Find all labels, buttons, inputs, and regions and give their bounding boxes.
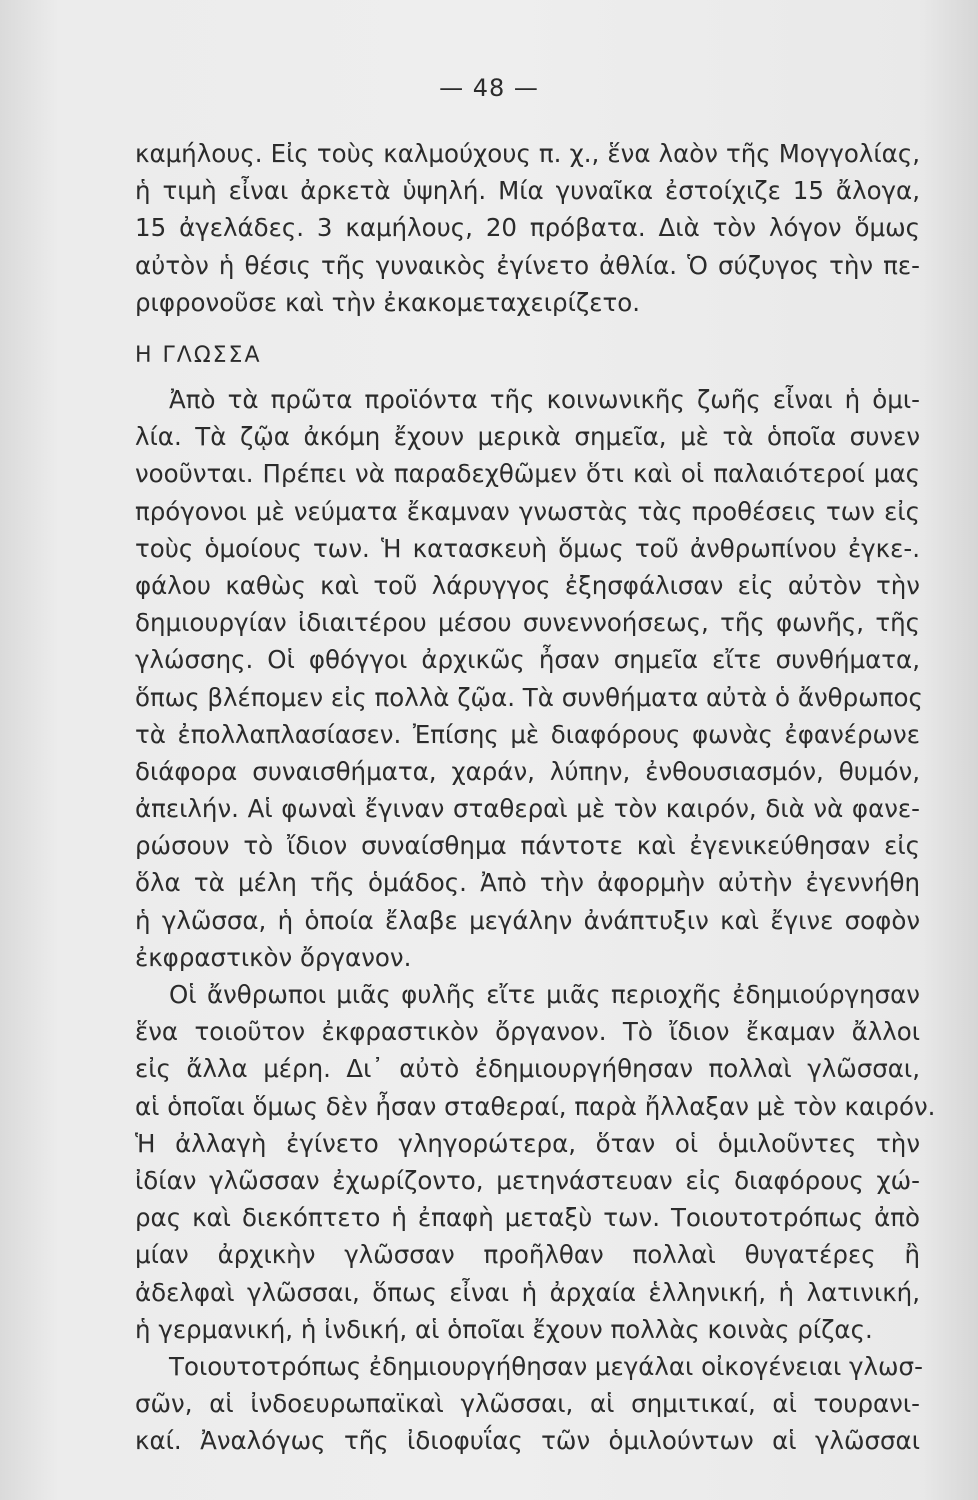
text-line: ἰδίαν γλῶσσαν ἐχωρίζοντο, μετηνάστευαν εἰς διαφόρους χώ- (135, 1165, 920, 1195)
text-line: ἀπειλήν. Αἱ φωναὶ ἔγιναν σταθεραὶ μὲ τὸν καιρόν, διὰ νὰ φανε- (135, 794, 920, 824)
text-line: τοὺς ὁμοίους των. Ἡ κατασκευὴ ὅμως τοῦ ἀνθρωπίνου ἐγκε-. (135, 533, 920, 563)
page-number: — 48 — (439, 74, 539, 102)
text-line: νοοῦνται. Πρέπει νὰ παραδεχθῶμεν ὅτι καὶ οἱ παλαιότεροί μας (135, 459, 920, 489)
text-line: γλώσσης. Οἱ φθόγγοι ἀρχικῶς ἦσαν σημεῖα εἴτε συνθήματα, (135, 645, 920, 675)
text-line: ὅπως βλέπομεν εἰς πολλὰ ζῷα. Τὰ συνθήματα αὐτὰ ὁ ἄνθρωπος (135, 682, 923, 712)
text-line: ρώσουν τὸ ἴδιον συναίσθημα πάντοτε καὶ ἐγενικεύθησαν εἰς (135, 831, 920, 861)
text-line: ἀδελφαὶ γλῶσσαι, ὅπως εἶναι ἡ ἀρχαία ἑλληνική, ἡ λατινική, (135, 1277, 920, 1307)
text-line: ὅλα τὰ μέλη τῆς ὁμάδος. Ἀπὸ τὴν ἀφορμὴν αὐτὴν ἐγεννήθη (135, 868, 920, 898)
paragraph-camels (135, 135, 920, 321)
text-line: εἰς ἄλλα μέρη. Δι᾽ αὐτὸ ἐδημιουργήθησαν πολλαὶ γλῶσσαι, (135, 1054, 920, 1084)
text-line: Ἡ ἀλλαγὴ ἐγίνετο γληγορώτερα, ὅταν οἱ ὁμιλοῦντες τὴν (135, 1128, 920, 1158)
text-line: ἡ γερμανική, ἡ ἰνδική, αἱ ὁποῖαι ἔχουν πολλὰς κοινὰς ρίζας. (135, 1314, 873, 1344)
text-line: καμήλους. Εἰς τοὺς καλμούχους π. χ., ἕνα λαὸν τῆς Μογγολίας, (135, 139, 920, 168)
text-line: ἡ τιμὴ εἶναι ἀρκετὰ ὑψηλή. Μία γυναῖκα ἐστοίχιζε 15 ἄλογα, (135, 176, 920, 206)
text-line: αὐτὸν ἡ θέσις τῆς γυναικὸς ἐγίνετο ἀθλία. Ὁ σύζυγος τὴν πε- (135, 250, 920, 280)
text-line: διάφορα συναισθήματα, χαράν, λύπην, ἐνθουσιασμόν, θυμόν, (135, 756, 920, 786)
text-line: 15 ἀγελάδες. 3 καμήλους, 20 πρόβατα. Διὰ τὸν λόγον ὅμως (135, 213, 920, 243)
text-line: πρόγονοι μὲ νεύματα ἔκαμναν γνωστὰς τὰς προθέσεις των εἰς (135, 496, 920, 526)
text-line: λία. Τὰ ζῷα ἀκόμη ἔχουν μερικὰ σημεῖα, μὲ τὰ ὁποῖα συνεν (135, 422, 920, 452)
text-line: ἐκφραστικὸν ὄργανον. (135, 942, 412, 972)
text-line: δημιουργίαν ἰδιαιτέρου μέσου συνεννοήσεως, τῆς φωνῆς, τῆς (135, 608, 920, 638)
text-line: Ἀπὸ τὰ πρῶτα προϊόντα τῆς κοινωνικῆς ζωῆς εἶναι ἡ ὁμι- (169, 385, 920, 414)
text-line: Οἱ ἄνθρωποι μιᾶς φυλῆς εἴτε μιᾶς περιοχῆς ἐδημιούργησαν (169, 980, 920, 1009)
text-line: ριφρονοῦσε καὶ τὴν ἐκακομεταχειρίζετο. (135, 287, 640, 317)
text-line: Τοιουτοτρόπως ἐδημιουργήθησαν μεγάλαι οἰκογένειαι γλωσ- (169, 1351, 923, 1381)
section-body (135, 381, 936, 1459)
text-line: σῶν, αἱ ἰνδοευρωπαϊκαὶ γλῶσσαι, αἱ σημιτικαί, αἱ τουρανι- (135, 1389, 920, 1419)
text-line: καί. Ἀναλόγως τῆς ἰδιοφυΐας τῶν ὁμιλούντων αἱ γλῶσσαι (135, 1426, 920, 1456)
text-line: αἱ ὁποῖαι ὅμως δὲν ἦσαν σταθεραί, παρὰ ἤλλαξαν μὲ τὸν καιρόν. (135, 1091, 936, 1121)
text-line: μίαν ἀρχικὴν γλῶσσαν προῆλθαν πολλαὶ θυγατέρες ἢ (135, 1240, 920, 1270)
text-line: ἡ γλῶσσα, ἡ ὁποία ἔλαβε μεγάλην ἀνάπτυξιν καὶ ἔγινε σοφὸν (135, 905, 920, 935)
text-line: φάλου καθὼς καὶ τοῦ λάρυγγος ἐξησφάλισαν εἰς αὐτὸν τὴν (135, 570, 920, 600)
text-line: ἕνα τοιοῦτον ἐκφραστικὸν ὄργανον. Τὸ ἴδιον ἔκαμαν ἄλλοι (135, 1017, 920, 1047)
text-line: ρας καὶ διεκόπτετο ἡ ἐπαφὴ μεταξὺ των. Τοιουτοτρόπως ἀπὸ (135, 1203, 920, 1233)
text-line: τὰ ἐπολλαπλασίασεν. Ἐπίσης μὲ διαφόρους φωνὰς ἐφανέρωνε (135, 719, 920, 749)
section-heading: Η ΓΛΩΣΣΑ (135, 343, 262, 368)
